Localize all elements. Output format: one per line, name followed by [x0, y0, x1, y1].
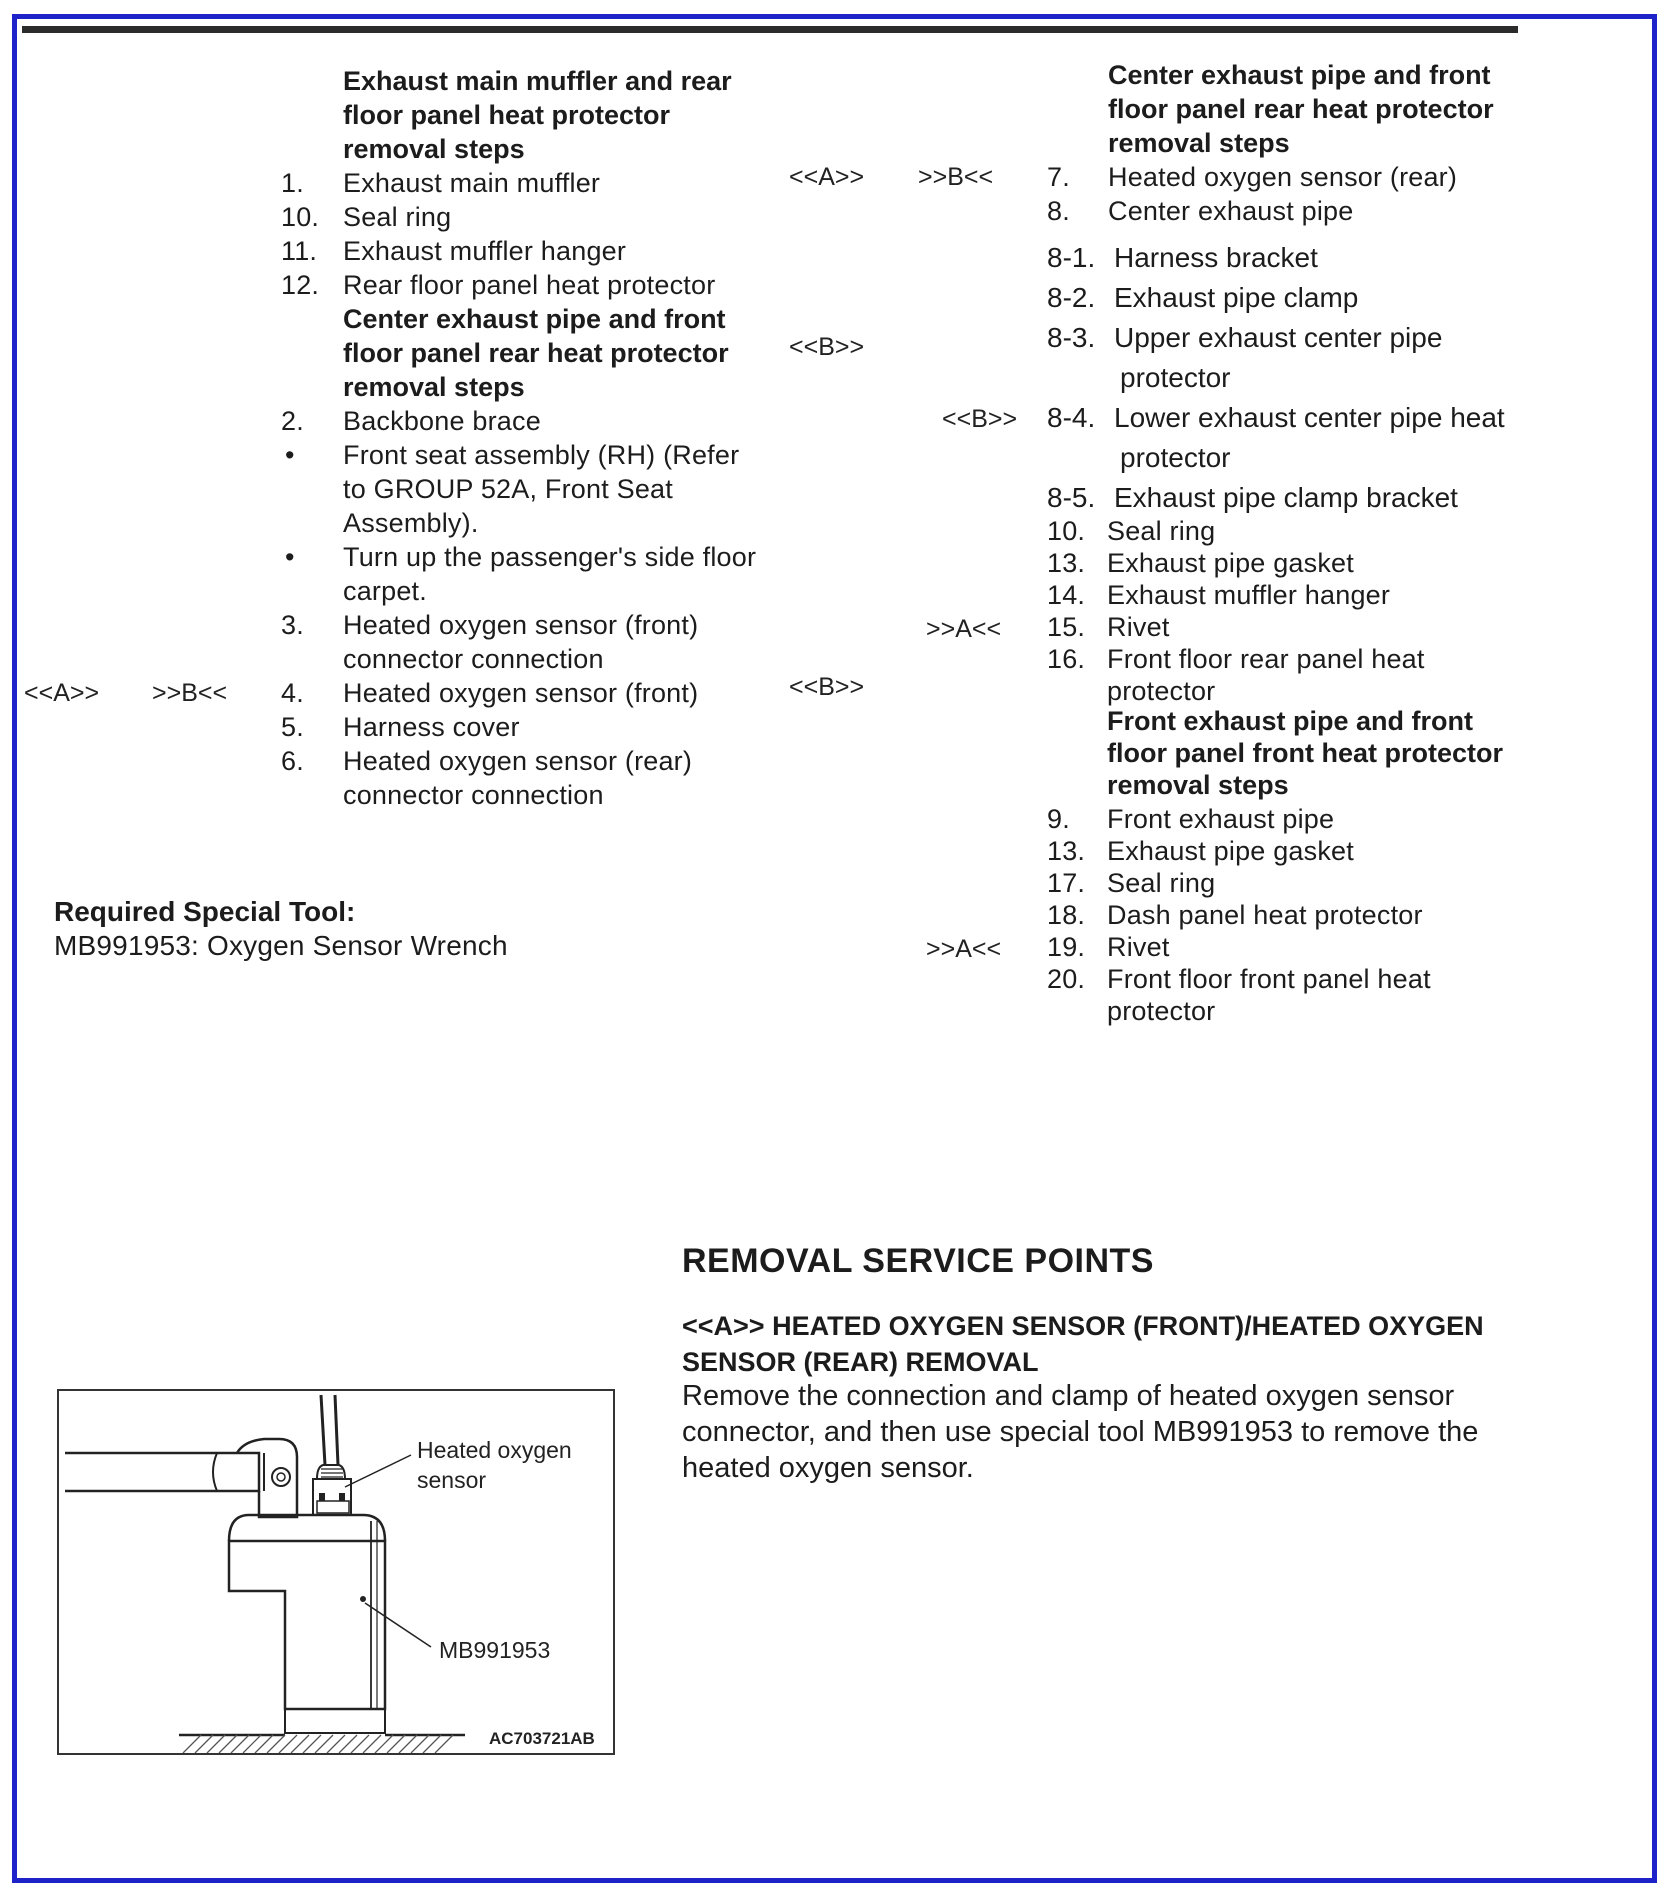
step-number: 11. — [281, 236, 318, 266]
step-number: 14. — [1047, 580, 1086, 610]
top-rule — [22, 26, 1518, 33]
step-text: Heated oxygen sensor (front) — [343, 610, 699, 640]
step-tag: >>B<< — [152, 679, 228, 707]
special-tool-value: MB991953: Oxygen Sensor Wrench — [54, 930, 508, 961]
special-tool-label: Required Special Tool: — [54, 896, 356, 927]
step-number: 7. — [1047, 162, 1070, 192]
oxygen-sensor-wrench-figure — [57, 1389, 615, 1755]
step-tag: <<A>> — [24, 679, 100, 707]
step-text: Front exhaust pipe — [1107, 804, 1335, 834]
step-text: protector — [1107, 676, 1216, 706]
step-number: 12. — [281, 270, 320, 300]
step-number: 2. — [281, 406, 304, 436]
step-number: 18. — [1047, 900, 1086, 930]
step-number: 8-1. — [1047, 242, 1096, 273]
step-text: Seal ring — [343, 202, 452, 232]
service-points-subtitle-2: SENSOR (REAR) REMOVAL — [682, 1347, 1039, 1377]
step-number: 8-3. — [1047, 322, 1096, 353]
tag-row83: <<B>> — [789, 333, 865, 361]
step-number: 13. — [1047, 836, 1086, 866]
step-number: 20. — [1047, 964, 1086, 994]
step-text: Heated oxygen sensor (front) — [343, 678, 699, 708]
tag-row15: >>A<< — [926, 615, 1002, 643]
step-text: Rivet — [1107, 932, 1170, 962]
step-text: Dash panel heat protector — [1107, 900, 1423, 930]
step-text: Exhaust muffler hanger — [1107, 580, 1391, 610]
bullet-marker: • — [285, 440, 295, 470]
step-text: Rivet — [1107, 612, 1170, 642]
step-number: 1. — [281, 168, 304, 198]
step-text: Seal ring — [1107, 516, 1216, 546]
step-number: 10. — [1047, 516, 1086, 546]
step-text: Exhaust pipe gasket — [1107, 548, 1354, 578]
step-text: Exhaust main muffler — [343, 168, 601, 198]
step-text: Backbone brace — [343, 406, 541, 436]
step-text: carpet. — [343, 576, 427, 606]
tag-row19: >>A<< — [926, 935, 1002, 963]
step-text: protector — [1120, 442, 1231, 473]
right-heading-2: Front exhaust pipe and front floor panel front heat protector removal steps — [1107, 706, 1504, 800]
step-text: Front floor rear panel heat — [1107, 644, 1425, 674]
step-number: 15. — [1047, 612, 1086, 642]
step-text: Front seat assembly (RH) (Refer — [343, 440, 740, 470]
figure-label-sensor-line2: sensor — [417, 1467, 487, 1493]
step-text: Exhaust muffler hanger — [343, 236, 627, 266]
service-points-body-2: connector, and then use special tool MB991953 to remove the — [682, 1416, 1479, 1448]
service-points-body-1: Remove the connection and clamp of heated oxygen sensor — [682, 1380, 1455, 1412]
step-text: connector connection — [343, 644, 604, 674]
step-number: 8. — [1047, 196, 1070, 226]
bullet-marker: • — [285, 542, 295, 572]
step-text: Rear floor panel heat protector — [343, 270, 716, 300]
step-text: Lower exhaust center pipe heat — [1114, 402, 1505, 433]
tag-row16: <<B>> — [789, 673, 865, 701]
step-number: 10. — [281, 202, 320, 232]
step-text: Heated oxygen sensor (rear) — [1108, 162, 1458, 192]
step-number: 8-4. — [1047, 402, 1096, 433]
step-text: protector — [1107, 996, 1216, 1026]
step-number: 4. — [281, 678, 304, 708]
service-points-subtitle-1: <<A>> HEATED OXYGEN SENSOR (FRONT)/HEATED OXYGEN — [682, 1311, 1484, 1341]
figure-label-sensor-line1: Heated oxygen — [417, 1437, 572, 1463]
service-points-body-3: heated oxygen sensor. — [682, 1452, 974, 1484]
step-number: 6. — [281, 746, 304, 776]
step-number: 9. — [1047, 804, 1070, 834]
step-text: protector — [1120, 362, 1231, 393]
step-number: 13. — [1047, 548, 1086, 578]
step-number: 19. — [1047, 932, 1086, 962]
step-text: Exhaust pipe clamp bracket — [1114, 482, 1458, 513]
step-text: connector connection — [343, 780, 604, 810]
figure-code: AC703721AB — [489, 1729, 595, 1748]
tag-row7-b: >>B<< — [918, 163, 994, 191]
step-text: Center exhaust pipe — [1108, 196, 1354, 226]
step-text: Exhaust pipe gasket — [1107, 836, 1354, 866]
left-heading-1: Exhaust main muffler and rear floor panel heat protector removal steps — [343, 66, 732, 164]
tag-row7-a: <<A>> — [789, 163, 865, 191]
tag-row84: <<B>> — [942, 405, 1018, 433]
step-number: 5. — [281, 712, 304, 742]
step-text: Upper exhaust center pipe — [1114, 322, 1443, 353]
step-number: 3. — [281, 610, 304, 640]
figure-label-tool: MB991953 — [439, 1637, 551, 1663]
step-text: Seal ring — [1107, 868, 1216, 898]
service-points-title: REMOVAL SERVICE POINTS — [682, 1242, 1154, 1280]
step-number: 8-2. — [1047, 282, 1096, 313]
step-number: 16. — [1047, 644, 1086, 674]
step-number: 17. — [1047, 868, 1086, 898]
step-text: Exhaust pipe clamp — [1114, 282, 1359, 313]
step-text: Front floor front panel heat — [1107, 964, 1431, 994]
step-text: Turn up the passenger's side floor — [343, 542, 757, 572]
left-heading-2: Center exhaust pipe and front floor panel rear heat protector removal steps — [343, 304, 729, 402]
step-text: Harness bracket — [1114, 242, 1318, 273]
step-text: to GROUP 52A, Front Seat — [343, 474, 673, 504]
step-text: Assembly). — [343, 508, 479, 538]
step-number: 8-5. — [1047, 482, 1096, 513]
step-text: Harness cover — [343, 712, 520, 742]
right-heading-1: Center exhaust pipe and front floor panel rear heat protector removal steps — [1108, 60, 1494, 158]
step-text: Heated oxygen sensor (rear) — [343, 746, 693, 776]
